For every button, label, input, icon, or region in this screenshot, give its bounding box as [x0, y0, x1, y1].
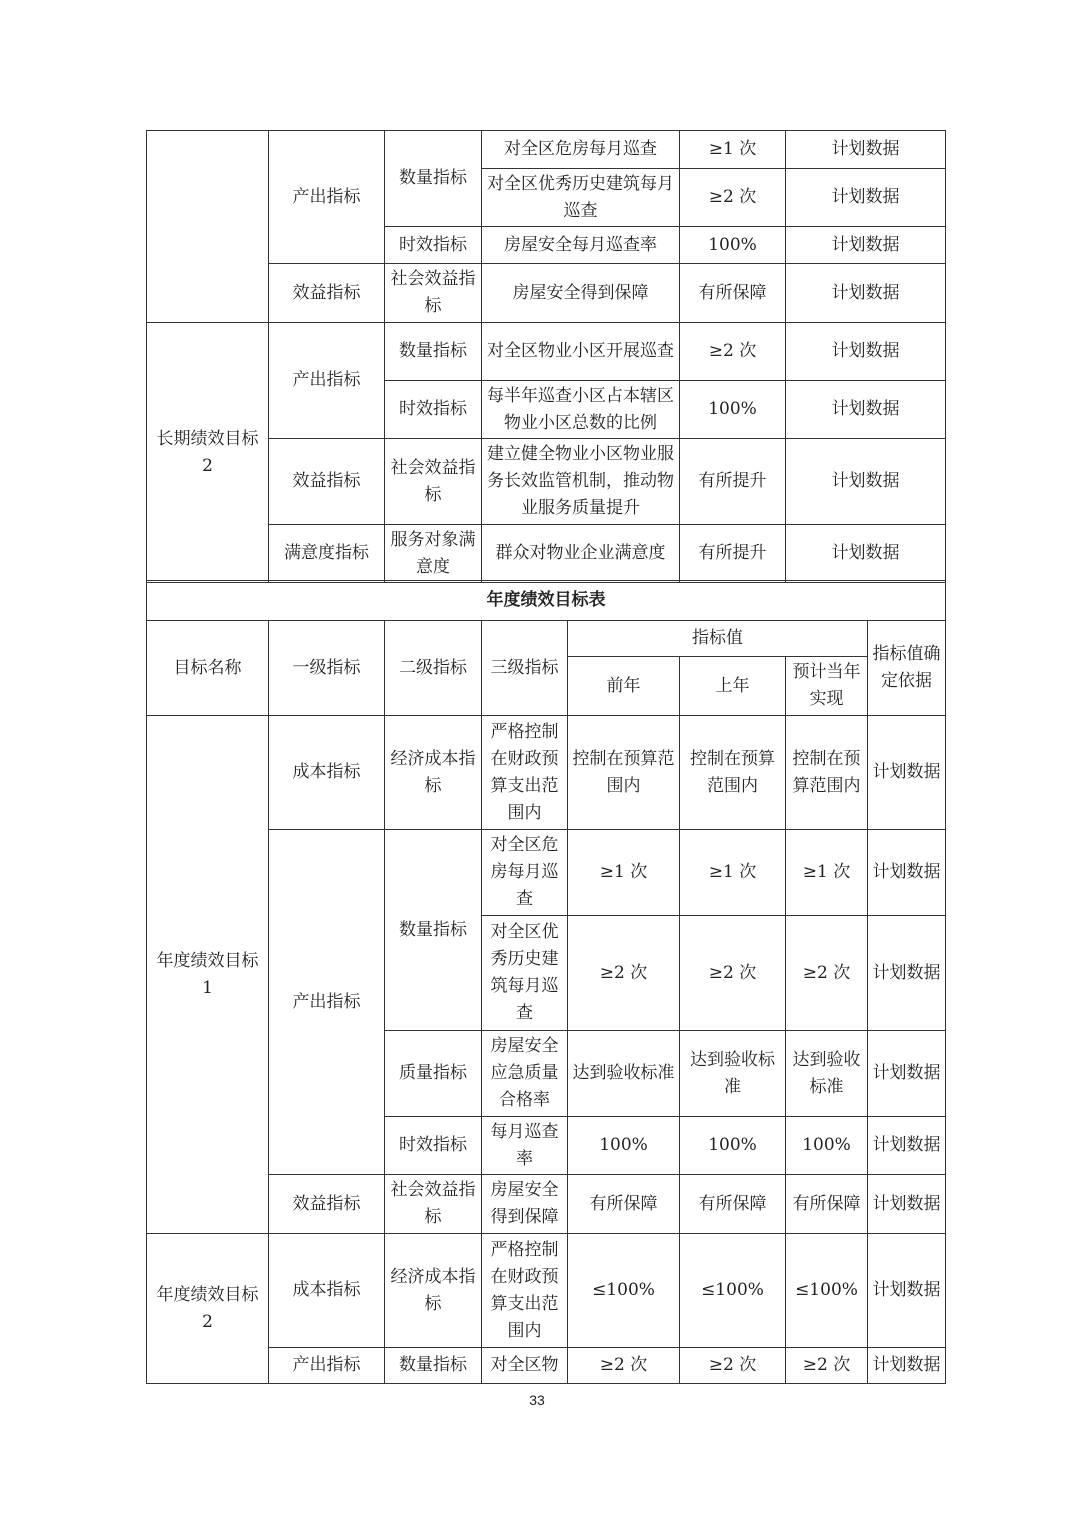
header-level1: 一级指标: [269, 621, 385, 716]
level2-cell: 质量指标: [385, 1031, 482, 1117]
this-year-cell: 达到验收标准: [786, 1031, 868, 1117]
basis-cell: 计划数据: [786, 264, 946, 323]
basis-cell: 计划数据: [868, 1117, 946, 1175]
last-year-cell: 控制在预算范围内: [680, 716, 786, 830]
last-year-cell: ≥2 次: [680, 916, 786, 1031]
header-this-year: 预计当年实现: [786, 657, 868, 716]
basis-cell: 计划数据: [868, 716, 946, 830]
level1-cell: 产出指标: [269, 323, 385, 439]
prev-year-cell: ≥1 次: [568, 830, 680, 916]
prev-year-cell: 达到验收标准: [568, 1031, 680, 1117]
this-year-cell: 有所保障: [786, 1175, 868, 1234]
last-year-cell: 达到验收标准: [680, 1031, 786, 1117]
basis-cell: 计划数据: [786, 525, 946, 583]
level2-cell: 时效指标: [385, 381, 482, 439]
level2-cell: 数量指标: [385, 323, 482, 381]
level1-cell: 效益指标: [269, 439, 385, 525]
level2-cell: 社会效益指标: [385, 439, 482, 525]
value-cell: ≥2 次: [680, 169, 786, 227]
annual-goals-table: [146, 580, 946, 1384]
last-year-cell: ≥2 次: [680, 1348, 786, 1384]
level3-cell: 房屋安全得到保障: [482, 1175, 568, 1234]
basis-cell: 计划数据: [786, 131, 946, 169]
table-row: [147, 323, 946, 381]
basis-cell: 计划数据: [786, 439, 946, 525]
basis-cell: 计划数据: [868, 1175, 946, 1234]
value-cell: 有所保障: [680, 264, 786, 323]
basis-cell: 计划数据: [786, 227, 946, 264]
header-indicator-value: 指标值: [568, 621, 868, 657]
basis-cell: 计划数据: [868, 1348, 946, 1384]
this-year-cell: ≤100%: [786, 1234, 868, 1348]
level2-cell: 时效指标: [385, 227, 482, 264]
prev-year-cell: 控制在预算范围内: [568, 716, 680, 830]
table-row: [147, 131, 946, 169]
header-level3: 三级指标: [482, 621, 568, 716]
level1-cell: 满意度指标: [269, 525, 385, 583]
value-cell: ≥2 次: [680, 323, 786, 381]
header-basis: 指标值确定依据: [868, 621, 946, 716]
this-year-cell: ≥1 次: [786, 830, 868, 916]
prev-year-cell: ≥2 次: [568, 1348, 680, 1384]
level2-cell: 数量指标: [385, 131, 482, 227]
level3-cell: 对全区优秀历史建筑每月巡查: [482, 916, 568, 1031]
table-title: 年度绩效目标表: [147, 581, 946, 621]
level1-cell: 成本指标: [269, 716, 385, 830]
level1-cell: 成本指标: [269, 1234, 385, 1348]
this-year-cell: 控制在预算范围内: [786, 716, 868, 830]
long-term-goals-table: [146, 130, 946, 583]
level1-cell: 效益指标: [269, 1175, 385, 1234]
page-number: 33: [529, 1392, 545, 1408]
last-year-cell: ≥1 次: [680, 830, 786, 916]
level1-cell: 产出指标: [269, 1348, 385, 1384]
value-cell: 100%: [680, 381, 786, 439]
header-row: [147, 621, 946, 657]
level1-cell: 产出指标: [269, 131, 385, 264]
value-cell: ≥1 次: [680, 131, 786, 169]
last-year-cell: ≤100%: [680, 1234, 786, 1348]
goal-name-cell: 年度绩效目标 2: [147, 1234, 269, 1384]
basis-cell: 计划数据: [786, 169, 946, 227]
level3-cell: 房屋安全每月巡查率: [482, 227, 680, 264]
level2-cell: 服务对象满意度: [385, 525, 482, 583]
basis-cell: 计划数据: [868, 830, 946, 916]
level2-cell: 时效指标: [385, 1117, 482, 1175]
basis-cell: 计划数据: [786, 323, 946, 381]
level3-cell: 对全区优秀历史建筑每月巡查: [482, 169, 680, 227]
level2-cell: 经济成本指标: [385, 716, 482, 830]
value-cell: 有所提升: [680, 439, 786, 525]
prev-year-cell: 100%: [568, 1117, 680, 1175]
level2-cell: 经济成本指标: [385, 1234, 482, 1348]
last-year-cell: 有所保障: [680, 1175, 786, 1234]
level3-cell: 房屋安全应急质量合格率: [482, 1031, 568, 1117]
basis-cell: 计划数据: [868, 1031, 946, 1117]
this-year-cell: ≥2 次: [786, 1348, 868, 1384]
prev-year-cell: ≤100%: [568, 1234, 680, 1348]
header-level2: 二级指标: [385, 621, 482, 716]
value-cell: 100%: [680, 227, 786, 264]
level3-cell: 每半年巡查小区占本辖区物业小区总数的比例: [482, 381, 680, 439]
value-cell: 有所提升: [680, 525, 786, 583]
basis-cell: 计划数据: [868, 916, 946, 1031]
table-row: [147, 716, 946, 830]
table-row: [147, 1234, 946, 1348]
header-last-year: 上年: [680, 657, 786, 716]
level3-cell: 对全区物: [482, 1348, 568, 1384]
prev-year-cell: ≥2 次: [568, 916, 680, 1031]
last-year-cell: 100%: [680, 1117, 786, 1175]
level3-cell: 对全区危房每月巡查: [482, 131, 680, 169]
level2-cell: 数量指标: [385, 830, 482, 1031]
level3-cell: 对全区危房每月巡查: [482, 830, 568, 916]
table-title-row: [147, 581, 946, 621]
header-goal-name: 目标名称: [147, 621, 269, 716]
level2-cell: 社会效益指标: [385, 264, 482, 323]
level3-cell: 房屋安全得到保障: [482, 264, 680, 323]
level3-cell: 每月巡查率: [482, 1117, 568, 1175]
basis-cell: 计划数据: [786, 381, 946, 439]
level3-cell: 严格控制在财政预算支出范围内: [482, 716, 568, 830]
basis-cell: 计划数据: [868, 1234, 946, 1348]
level3-cell: 群众对物业企业满意度: [482, 525, 680, 583]
level3-cell: 建立健全物业小区物业服务长效监管机制，推动物业服务质量提升: [482, 439, 680, 525]
this-year-cell: 100%: [786, 1117, 868, 1175]
level3-cell: 对全区物业小区开展巡查: [482, 323, 680, 381]
goal-name-cell: 长期绩效目标 2: [147, 323, 269, 583]
level3-cell: 严格控制在财政预算支出范围内: [482, 1234, 568, 1348]
level2-cell: 数量指标: [385, 1348, 482, 1384]
header-prev-year: 前年: [568, 657, 680, 716]
goal-name-cell: 年度绩效目标 1: [147, 716, 269, 1234]
level1-cell: 效益指标: [269, 264, 385, 323]
level2-cell: 社会效益指标: [385, 1175, 482, 1234]
prev-year-cell: 有所保障: [568, 1175, 680, 1234]
goal-name-cell: [147, 131, 269, 323]
level1-cell: 产出指标: [269, 830, 385, 1175]
this-year-cell: ≥2 次: [786, 916, 868, 1031]
